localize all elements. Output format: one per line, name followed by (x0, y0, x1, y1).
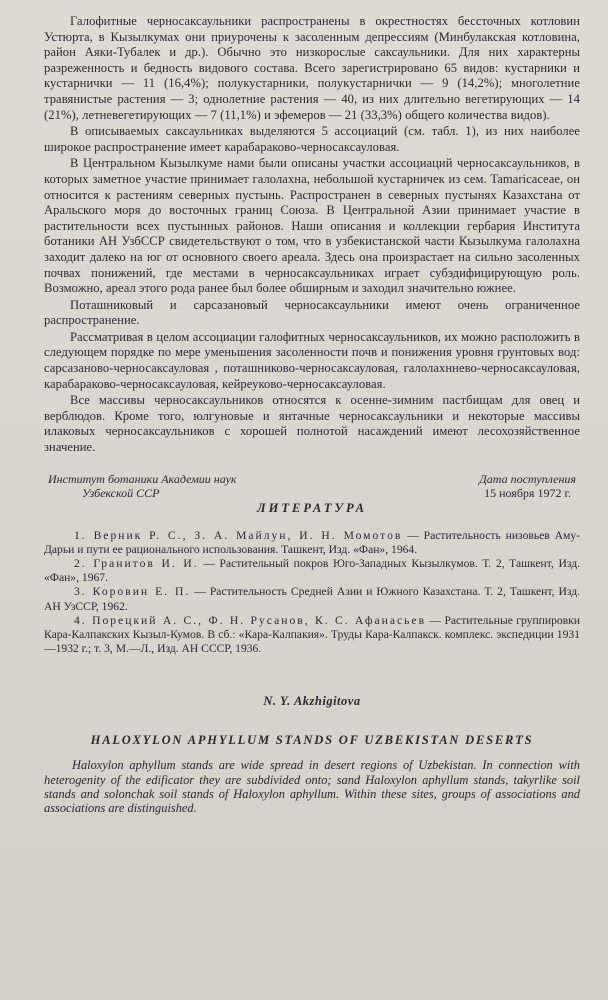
paragraph-halophytic-distribution: Галофитные черносаксаульники распространены в окрестностях бессточных котловин Устюрта, в Кызылкумах они приурочены к засоленным депрессиям (Минбулакская котловина, район Аяки-Тубалек и др.). Обычно это низкорослые саксаульники. Для них характерны разреженность и бедность видового состава. Всего зарегистрировано 65 видов: кустарники и кустарнички — 11 (16,4%); полукустарники, полукустарнички — 9 (14,2%); многолетние травянистые растения — 3; однолетние растения — 40, из них длительно вегетирующих — 14 (21%), летневегетирующих — 7 (11,1%) и эфемеров — 21 (33,3%) общего количества видов). (44, 14, 580, 122)
reference-authors: 2. Гранитов И. И. (74, 557, 199, 571)
reference-item (44, 529, 580, 557)
literature-heading: ЛИТЕРАТУРА (257, 500, 367, 515)
reference-item (44, 614, 580, 657)
institute-affiliation (44, 472, 237, 500)
main-text (44, 14, 580, 456)
english-title: HALOXYLON APHYLLUM STANDS OF UZBEKISTAN DESERTS (90, 733, 534, 748)
received-date (479, 472, 580, 500)
reference-text: — Растительные группировки Кара-Калпакских Кызыл-Кумов. В сб.: «Кара-Калпакия». Труды Кара-Калпакск. комплекс. экспедиции 1931—1932 г.; т. 3, М.—Л., Изд. АН СССР, 1936. (44, 613, 580, 656)
paragraph-associations: В описываемых саксаульниках выделяются 5 ассоциаций (см. табл. 1), из них наиболее широкое распространение имеет карабараково-черносаксауловая. (44, 124, 580, 154)
received-value: 15 ноября 1972 г. (484, 485, 572, 500)
paragraph-pastures: Все массивы черносаксаульников относятся к осенне-зимним пастбищам для овец и верблюдов. Кроме того, юлгуновые и янтачные черносаксаульники и некоторые массивы илаковых черносаксаульников с хорошей полнотой насаждений имеют лесохозяйственное значение. (44, 393, 580, 455)
paragraph-central-kyzylkum: В Центральном Кызылкуме нами были описаны участки ассоциаций черносаксаульников, в которых заметное участие принимает галолахна, небольшой кустарничек из сем. Tamaricaceae, он относится к растениям северных пустынь. Распространен в северных пустынях Казахстана от Аральского моря до восточных границ Союза. В Центральной Азии принимает участие в растительности всех пустынных районов. Наши описания и коллекции гербария Института ботаники АН УзбССР свидетельствуют о том, что в узбекистанской части Кызылкума галолахна заходит далеко на юг от основного своего ареала. Здесь она произрастает на сильно засоленных почвах понижений, где местами в черносаксаульниках играет субэдифицирующую роль. Возможно, ареал этого рода ранее был более обширным и заходил значительно южнее. (44, 156, 580, 296)
institute-line-2: Узбекской ССР (82, 485, 160, 500)
paragraph-association-order: Рассматривая в целом ассоциации галофитных черносаксаульников, их можно расположить в следующем порядке по мере уменьшения засоленности почв и понижения уровня грунтовых вод: сарсазаново-черносаксауловая , поташниково-черносаксауловая, галолахннево-черносаксауловая, карабараково-черносаксауловая, кейреуково-черносаксауловая. (44, 329, 580, 391)
reference-list (44, 529, 580, 657)
affiliation-row (44, 472, 580, 500)
reference-authors: 3. Коровин Е. П. (74, 585, 191, 599)
reference-text: — Растительный покров Юго-Западных Кызылкумов. Т. 2, Ташкент, Изд. «Фан», 1967. (44, 557, 580, 585)
received-label: Дата поступления (479, 471, 576, 486)
reference-item (44, 585, 580, 613)
english-abstract: Haloxylon aphyllum stands are wide spread in desert regions of Uzbekistan. In connection with heterogenity of the edificator they are subdivided onto; sand Haloxylon aphyllum stands, takyrlike soil stands and solonchak soil stands of Haloxylon aphyllum. Within these sites, groups of associations and associations are distinguished. (44, 758, 580, 816)
reference-authors: 4. Порецкий А. С., Ф. Н. Русанов, К. С. Афанасьев (74, 613, 427, 627)
reference-text: — Растительность низовьев Аму-Дарьи и пути ее рационального использования. Ташкент, Изд. «Фан», 1964. (44, 528, 580, 556)
paragraph-limited-distribution: Поташниковый и сарсазановый черносаксаульники имеют очень ограниченное распространение. (44, 297, 580, 328)
reference-authors: 1. Верник Р. С., З. А. Майлун, И. Н. Момотов (74, 528, 403, 542)
reference-item (44, 557, 580, 585)
english-author: N. Y. Akzhigitova (263, 694, 361, 709)
reference-text: — Растительность Средней Азии и Южного Казахстана. Т. 2, Ташкент, Изд. АН УзССР, 1962. (44, 585, 580, 613)
institute-line-1: Институт ботаники Академии наук (48, 471, 237, 486)
